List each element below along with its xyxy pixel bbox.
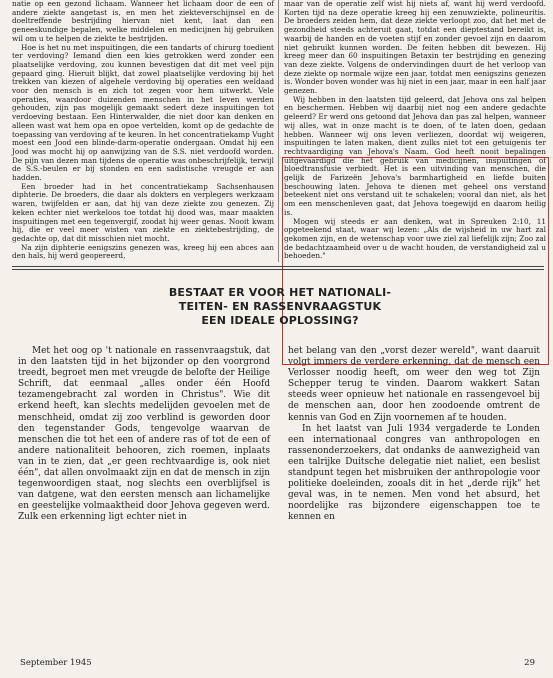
paragraph: Met het oog op 't nationale en rassenvraagstuk, dat in den laatsten tijd in het bijzonder op den voorgrond treedt, begroet men met vreugde de belofte der Heilige Schrift, dat eenmaal „alles onder één Hoofd tezamengebracht zal worden in Christus". Wie dit erkend heeft, kan slechts medelijden gevoelen met de menschheid, omdat zij zoo verblind is geworden door den tegenstander Gods, tengevolge waarvan de menschen die tot het een of andere ras of tot de een of andere nationaliteit behooren, zich roemen, inplaats van in te zien, dat „er geen rechtvaardige is, ook niet één", dat allen onvolmaakt zijn en dat de mensch in zijn tegenwoordigen staat, nog slechts een overblijfsel is van datgene, wat den eersten mensch aan lichamelijke en geestelijke volmaaktheid door Jehova gegeven werd. Zulk een erkenning ligt echter niet in: [18, 346, 270, 523]
title-line: BESTAAT ER VOOR HET NATIONALI-: [168, 286, 392, 299]
paragraph: Een broeder had in het concentratiekamp Sachsenhausen diphterie. De broeders, die daar als dokters en verplegers werkzaam waren, twijfelden er aan, dat hij van deze ziekte zou genezen. Zij keken echter niet werkeloos toe totdat hij dood was, maar maakten inspuitingen met een tegenvergif, zoodat hij weer genas. Nooit kwam hij, die er veel meer wisten van ziekte en ziektebestrijding, de gedachte op, dat dit misschien niet mocht.: [12, 181, 274, 243]
section-rule: [12, 266, 544, 267]
section-rule: [12, 269, 544, 270]
paragraph: Na zijn diphterie eenigszins genezen was, kreeg hij een abces aan den hals, hij werd geopereerd,: [12, 242, 274, 261]
page-number: 29: [524, 658, 535, 668]
column-divider: [278, 0, 279, 262]
title-line: TEITEN- EN RASSENVRAAGSTUK: [178, 300, 382, 313]
article-right-column: [288, 346, 540, 524]
highlighted-paragraph: Mogen wij steeds er aan denken, wat in Spreuken 2:10, 11 opgeteekend staat, waar wij lezen: „Als de wijsheid in uw hart zal gekomen zijn, en de wetenschap voor uwe ziel zal liefelijk zijn; Zoo zal de bedachtzaamheid over u de wacht houden, de verstandigheid zal u behoeden.": [284, 216, 546, 261]
paragraph: maar van de operatie zelf wist hij niets af, want hij werd verdoofd. Korten tijd na deze operatie kreeg hij een zenuwziekte, polineuritis. De broeders zeiden hem, dat deze ziekte verloopt zoo, dat het met de gezondheid steeds achteruit gaat, totdat een dieptestand bereikt is, waarbij de handen en de voeten stijf en zonder gevoel zijn en daarom niet gebruikt kunnen worden. De feiten hebben dit bewezen. Hij kreeg meer dan 60 inspuitingen Betaxin ter bestrijding en genezing van deze ziekte. Volgens de ondervindingen duurt de het verloop van deze ziekte op normale wijze een jaar, totdat men eenigszins genezen is. Wonder boven wonder was hij niet in een jaar, maar in een half jaar genezen.: [284, 0, 546, 96]
issue-date: September 1945: [20, 658, 92, 668]
title-line: EEN IDEALE OPLOSSING?: [201, 314, 359, 327]
top-left-column: [12, 0, 274, 261]
paragraph: In het laatst van Juli 1934 vergaderde te Londen een internationaal congres van anthropologen en rassenonderzoekers, dat ondanks de aanwezigheid van een talrijke Duitsche delegatie niet naliet, een beslist standpunt tegen het misbruiken der anthropologie voor politieke doeleinden, zooals dit in het „derde rijk" het geval was, in te nemen. Men vond het absurd, het noordelijke ras bijzondere eigenschappen toe te kennen en: [288, 423, 540, 523]
article-title: [70, 286, 490, 328]
article-left-column: [18, 346, 270, 524]
highlighted-paragraph: Wij hebben in den laatsten tijd geleerd, dat Jehova ons zal helpen en beschermen. Hebben wij daarbij niet nog een andere gedachte geleerd? Er werd ons getoond dat Jehova dan pas zal helpen, wanneer wij alles, wat in onze macht is te doen, of te laten doen, gedaan hebben. Wanneer wij ons leven verliezen, doordat wij weigeren, inspuitingen te laten maken, dient zulks niet tot een getuigenis ter rechtvaardiging van Jehova's Naam. God heeft nooit bepalingen uitgevaardigd die het gebruik van medicijnen, inspuitingen of bloedtransfusie verbiedt. Het is een uitvinding van menschen, die gelijk de Farizeën Jehova's barmhartigheid en liefde buiten beschouwing laten. Jehova te dienen met geheel ons verstand beteekent niet ons verstand uit te schakelen; vooral dan niet, als het om een menschenleven gaat, dat Jehova toegewijd en daarom heilig is.: [284, 94, 546, 217]
paragraph: het belang van den „vorst dezer wereld", want daaruit volgt immers de verdere erkenning, dat de mensch een Verlosser noodig heeft, om weer den weg tot Zijn Schepper terug te vinden. Daarom wakkert Satan steeds weer opnieuw het nationale en rassengevoel bij de menschen aan, door hen zoodoende omtrent de kennis van God en Zijn voornemen af te houden.: [288, 346, 540, 423]
paragraph: natie op een gezond lichaam. Wanneer het lichaam door de een of andere ziekte aangetast is, en men het ziekteverschijnsel en de doeltreffende bestrijding hiervan niet kent, laat dan een geneeskundige bepalen, welke middelen en medicijnen hij gebruiken wil om u te helpen de ziekte te bestrijden.: [12, 0, 274, 43]
top-right-column: [284, 0, 546, 261]
paragraph: Hoe is het nu met inspuitingen, die een tandarts of chirurg toedient ter verdoving? Iemand dien een kies getrokken werd zonder een plaatselijke verdoving, zou kunnen bevestigen dat dit met veel pijn gepaard ging. Hieruit blijkt, dat zowel plaatselijke verdoving bij het trekken van kiezen of algehele verdoving bij operaties een weldaad voor den mensch is en zich tot zegen voor hem uitwerkt. Vele operaties, waardoor duizenden menschen in het leven werden gehouden, zijn pas mogelijk gemaakt sedert deze inspuitingen tot verdoeving bestaan. Een Hinterwalder, die niet door kan denken en alleen wast wat hem opa en opoe vertelden, komt op de gedachte de toepassing van verdoving af te keuren. In het concentratiekamp Vught moest een Jood een blinde-darm-operatie ondergaan. Omdat hij een Jood was mocht hij op aanwijzing van de S.S. niet verdoofd worden. De pijn van dezen man tijdens de operatie was onbeschrijfelijk, terwijl de S.S.-beulen er bij stonden en een sadistische vreugde er aan hadden.: [12, 42, 274, 183]
